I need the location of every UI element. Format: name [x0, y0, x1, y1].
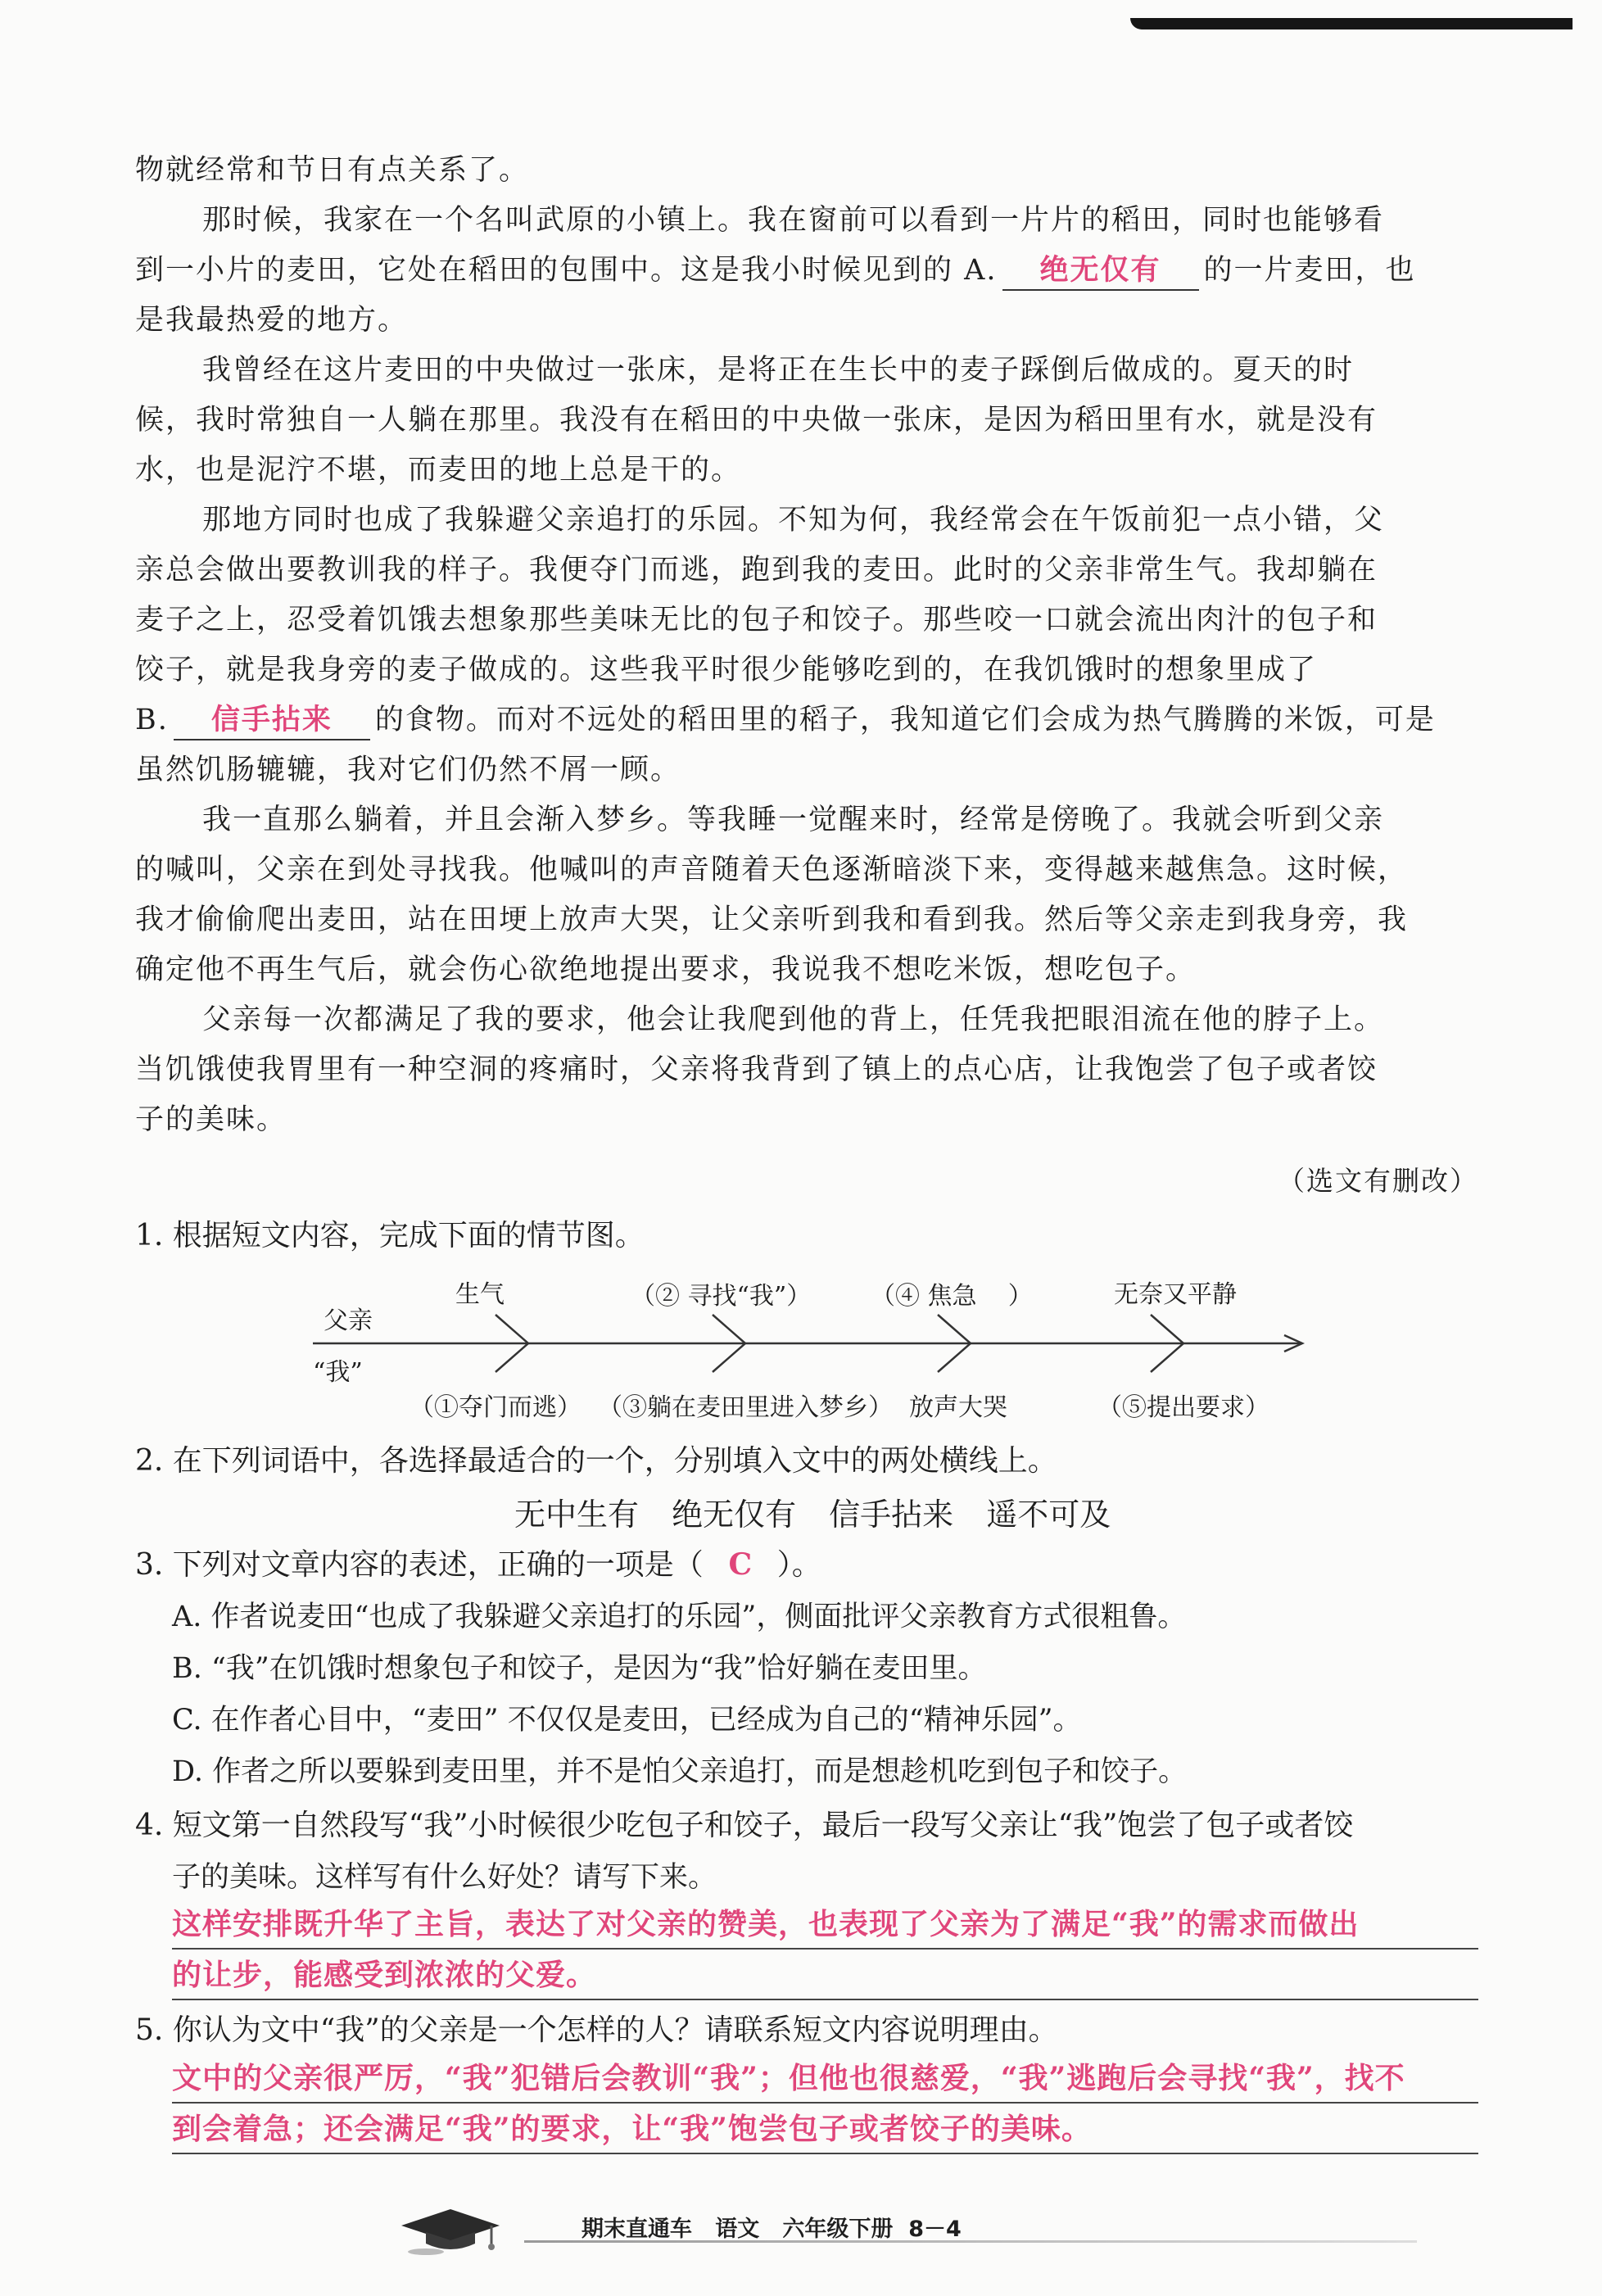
footer-label: 期末直通车 语文 六年级下册 8－4 [582, 2217, 962, 2242]
blank-b-answer: 信手拈来 [174, 701, 370, 740]
passage-line: 那地方同时也成了我躲避父亲追打的乐园。不知为何，我经常会在午饭前犯一点小错，父 [202, 504, 1385, 537]
passage-line: 虽然饥肠辘辘，我对它们仍然不屑一顾。 [135, 754, 681, 786]
passage-line: 亲总会做出要教训我的样子。我便夺门而逃，跑到我的麦田。此时的父亲非常生气。我却躺在 [135, 554, 1378, 586]
stage-4: （④ 焦急 ） [871, 1282, 1033, 1311]
question-5-answer: 到会着急；还会满足“我”的要求，让“我”饱尝包子或者饺子的美味。 [172, 2105, 1478, 2154]
passage-line: 父亲每一次都满足了我的要求，他会让我爬到他的背上，任凭我把眼泪流在他的脖子上。 [202, 1003, 1385, 1036]
option-a: A. 作者说麦田“也成了我躲避父亲追打的乐园”，侧面批评父亲教育方式很粗鲁。 [172, 1601, 1187, 1633]
stage-4-answer: 焦急 [927, 1282, 977, 1311]
source-note: （选文有删改） [1278, 1165, 1478, 1197]
question-2: 2. 在下列词语中，各选择最适合的一个，分别填入文中的两处横线上。 [135, 1444, 1057, 1478]
passage-line: B. 信手拈来 的食物。而对不远处的稻田里的稻子，我知道它们会成为热气腾腾的米饭，可是 [135, 695, 1478, 745]
stage-2: （② 寻找“我”） [631, 1282, 812, 1311]
stage-angry: 生气 [455, 1280, 505, 1309]
stage-3: （③躺在麦田里进入梦乡） [598, 1393, 893, 1422]
father-label: 父亲 [324, 1307, 373, 1335]
passage-line: 的喊叫，父亲在到处寻找我。他喊叫的声音随着天色逐渐暗淡下来，变得越来越焦急。这时候， [135, 854, 1409, 886]
stage-5: （⑤提出要求） [1097, 1393, 1269, 1422]
question-4: 4. 短文第一自然段写“我”小时候很少吃包子和饺子，最后一段写父亲让“我”饱尝了包子或者饺 [135, 1809, 1354, 1842]
passage-line: 候，我时常独自一人躺在那里。我没有在稻田的中央做一张床，是因为稻田里有水，就是没有 [135, 404, 1378, 437]
word-choices: 无中生有 绝无仅有 信手拈来 遥不可及 [514, 1497, 1111, 1533]
passage-line: 水，也是泥泞不堪，而麦田的地上总是干的。 [135, 454, 742, 487]
question-4-answer: 这样安排既升华了主旨，表达了对父亲的赞美，也表现了父亲为了满足“我”的需求而做出 [172, 1900, 1478, 1950]
passage-line: 我曾经在这片麦田的中央做过一张床，是将正在生长中的麦子踩倒后做成的。夏天的时 [202, 354, 1355, 387]
question-3: 3. 下列对文章内容的表述，正确的一项是（ C ）。 [135, 1547, 821, 1582]
option-c: C. 在作者心目中，“麦田” 不仅仅是麦田，已经成为自己的“精神乐园”。 [172, 1704, 1082, 1737]
me-label: “我” [313, 1358, 363, 1387]
stage-2-answer: 寻找“我” [687, 1282, 787, 1311]
passage-line: 是我最热爱的地方。 [135, 304, 409, 337]
passage-line: 子的美味。 [135, 1103, 287, 1136]
passage-line: 确定他不再生气后，就会伤心欲绝地提出要求，我说我不想吃米饭，想吃包子。 [135, 953, 1197, 986]
stage-calm: 无奈又平静 [1114, 1280, 1237, 1309]
blank-a-answer: 绝无仅有 [1002, 251, 1199, 291]
question-5-answer: 文中的父亲很严厉，“我”犯错后会教训“我”；但他也很慈爱，“我”逃跑后会寻找“我”，找不 [172, 2054, 1478, 2104]
passage-line: 饺子，就是我身旁的麦子做成的。这些我平时很少能够吃到的，在我饥饿时的想象里成了 [135, 654, 1318, 686]
passage-line: 我才偷偷爬出麦田，站在田埂上放声大哭，让父亲听到我和看到我。然后等父亲走到我身旁，我 [135, 903, 1409, 936]
graduation-cap-icon [393, 2208, 508, 2257]
stage-3-answer: 躺在麦田里进入梦乡 [647, 1393, 868, 1422]
passage-line: 麦子之上，忍受着饥饿去想象那些美味无比的包子和饺子。那些咬一口就会流出肉汁的包子和 [135, 604, 1378, 636]
footer [0, 2208, 1602, 2257]
passage-line: 当饥饿使我胃里有一种空洞的疼痛时，父亲将我背到了镇上的点心店，让我饱尝了包子或者饺 [135, 1053, 1378, 1086]
stage-5-answer: 提出要求 [1147, 1393, 1245, 1422]
question-1: 1. 根据短文内容，完成下面的情节图。 [135, 1219, 645, 1252]
passage-line: 我一直那么躺着，并且会渐入梦乡。等我睡一觉醒来时，经常是傍晚了。我就会听到父亲 [202, 804, 1385, 836]
question-5: 5. 你认为文中“我”的父亲是一个怎样的人？请联系短文内容说明理由。 [135, 2013, 1058, 2047]
question-4-cont: 子的美味。这样写有什么好处？请写下来。 [172, 1861, 717, 1894]
option-b: B. “我”在饥饿时想象包子和饺子，是因为“我”恰好躺在麦田里。 [172, 1652, 987, 1685]
stage-1: （①夺门而逃） [410, 1393, 582, 1422]
stage-cry: 放声大哭 [909, 1393, 1007, 1422]
question-4-answer: 的让步，能感受到浓浓的父爱。 [172, 1951, 1478, 2000]
passage-line: 到一小片的麦田，它处在稻田的包围中。这是我小时候见到的 A. 绝无仅有 的一片麦田，也 [135, 246, 1478, 296]
passage-line: 那时候，我家在一个名叫武原的小镇上。我在窗前可以看到一片片的稻田，同时也能够看 [202, 204, 1385, 237]
option-d: D. 作者之所以要躲到麦田里，并不是怕父亲追打，而是想趁机吃到包子和饺子。 [172, 1755, 1188, 1788]
question-3-answer: C [728, 1547, 753, 1582]
passage-line: 物就经常和节日有点关系了。 [135, 154, 530, 187]
page-number: 8－4 [908, 2217, 962, 2242]
stage-1-answer: 夺门而逃 [459, 1393, 557, 1422]
